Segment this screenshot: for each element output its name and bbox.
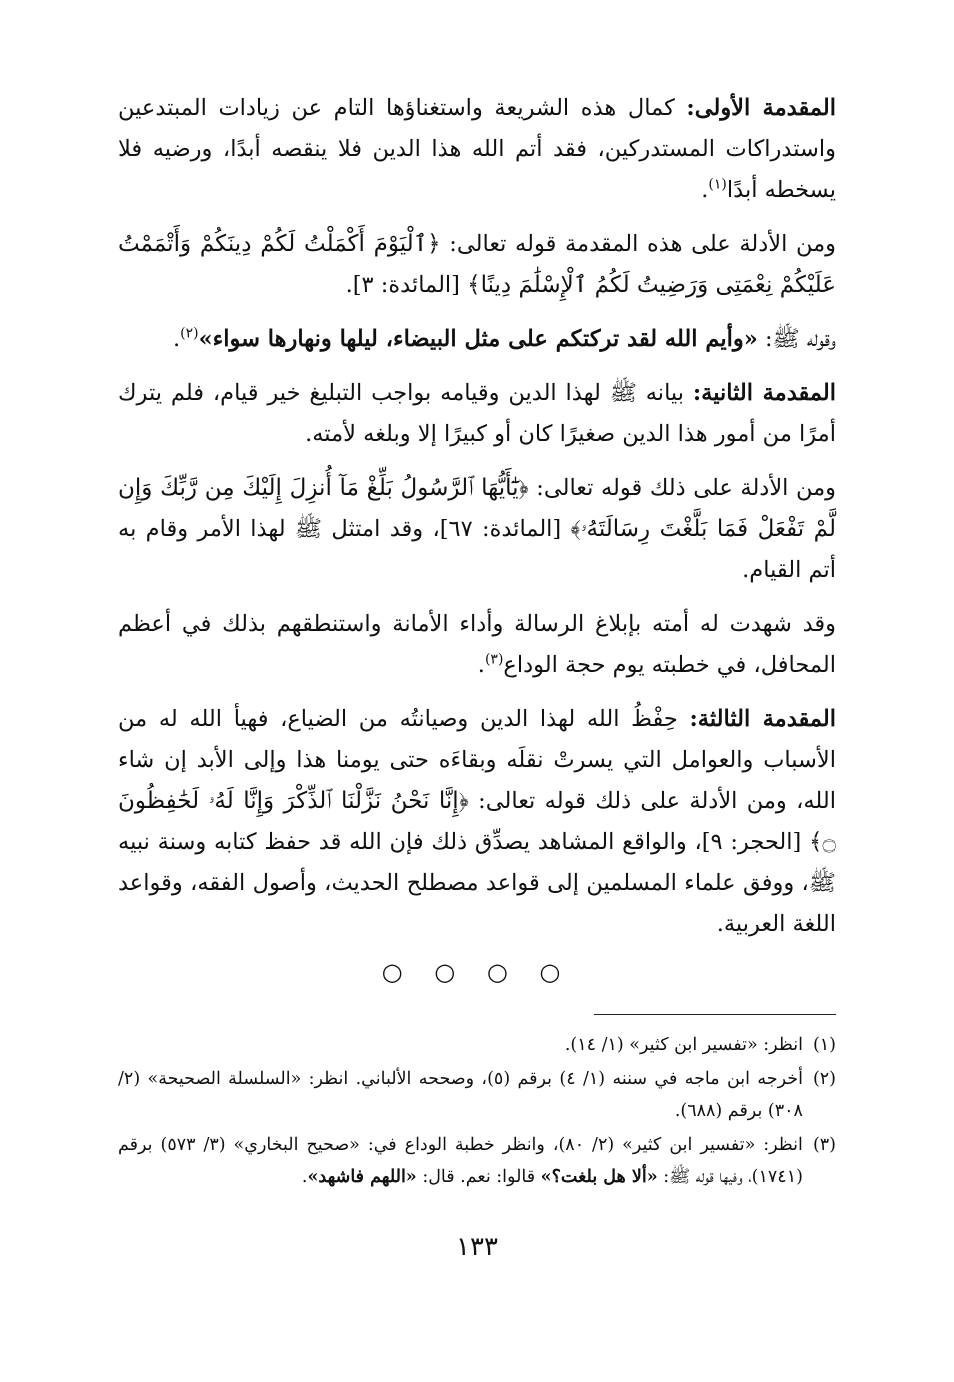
footnote-ref-3[interactable]: (٣) [484,651,504,668]
verse-reference: [المائدة: ٣]. [345,272,468,298]
paragraph-premise-three [118,699,836,945]
footnote-bold-quote: «ألا هل بلغت؟» [540,1167,658,1187]
paragraph-evidence-two [118,468,836,591]
footnote-text: انظر: «تفسير ابن كثير» (١/ ١٤). [564,1035,803,1055]
hadith-quote: «وأيم الله لقد تركتكم على مثل البيضاء، ليلها ونهارها سواء» [198,326,758,352]
footnote-ref-2[interactable]: (٢) [180,325,199,342]
footnote-text: أخرجه ابن ماجه في سننه (١/ ٤) برقم (٥)، وصححه الألباني. انظر: «السلسلة الصحيحة» (٢/ ٣٠٨) برقم (٦٨٨). [118,1069,803,1121]
punctuation: . [477,652,485,678]
footnote-1 [118,1029,836,1061]
premise-one-heading: المقدمة الأولى: [686,95,836,121]
verse-reference: [الحجر: ٩]، والواقع المشاهد يصدِّق ذلك فإن الله قد حفظ كتابه وسنة نبيه ﷺ، ووفق علماء المسلمين إلى قواعد مصطلح الحديث، وأصول الفقه، وقواعد اللغة العربية. [118,829,836,937]
quran-verse-maidah-67: ﴿يَٰٓأَيُّهَا ٱلرَّسُولُ بَلِّغْ مَآ أُنزِلَ إِلَيْكَ مِن رَّبِّكَ وَإِن لَّمْ تَفْعَلْ فَمَا بَلَّغْتَ رِسَالَتَهُۥ﴾ [118,475,836,542]
section-ornament: ○ ○ ○ ○ [381,958,573,986]
paragraph-testimony [118,604,836,686]
footnote-bold-quote: «اللهم فاشهد» [307,1167,417,1187]
testimony-text: وقد شهدت له أمته بإبلاغ الرسالة وأداء الأمانة واستنطقهم بذلك في أعظم المحافل، في خطبته يوم حجة الوداع [118,611,836,678]
paragraph-hadith [118,319,836,360]
page-number: ١٣٣ [456,1232,498,1262]
footnote-ref-1[interactable]: (١) [708,176,727,193]
paragraph-premise-two [118,373,836,455]
premise-one-text: كمال هذه الشريعة واستغناؤها التام عن زيادات المبتدعين واستدراكات المستدركين، فقد أتم الله هذا الدين فلا ينقصه أبدًا، ورضيه فلا يسخطه أبدًا [118,95,836,203]
footnote-number: (٣) [812,1135,836,1155]
premise-two-heading: المقدمة الثانية: [692,380,836,406]
quran-verse-hijr-9: ﴿إِنَّا نَحْنُ نَزَّلْنَا ٱلذِّكْرَ وَإِنَّا لَهُۥ لَحَٰفِظُونَ ۝﴾ [118,788,836,855]
footnote-number: (١) [812,1035,836,1055]
premise-three-text: حِفْظُ الله لهذا الدين وصيانتُه من الضياع، فهيأ الله له من الأسباب والعوامل التي يسرتْ نقلَه وبقاءَه حتى يومنا هذا وإلى الأبد إن شاء الله، ومن الأدلة على ذلك قوله تعالى: [118,706,836,814]
evidence-two-intro: ومن الأدلة على ذلك قوله تعالى: [528,475,836,501]
premise-two-text: بيانه ﷺ لهذا الدين وقيامه بواجب التبليغ خير قيام، فلم يترك أمرًا من أمور هذا الدين صغيرًا كان أو كبيرًا إلا وبلغه لأمته. [118,380,836,447]
footnote-number: (٢) [812,1069,836,1089]
paragraph-premise-one [118,88,836,211]
footnote-text: انظر: «تفسير ابن كثير» (٢/ ٨٠)، وانظر خطبة الوداع في: «صحيح البخاري» (٣/ ٥٧٣) برقم (١٧٤١)، وفيها قوله ﷺ: [118,1135,803,1187]
punctuation: . [172,326,181,352]
footnote-3 [118,1129,836,1193]
footnote-2 [118,1063,836,1127]
punctuation: . [701,177,709,203]
footnote-text-mid: قالوا: نعم. قال: [416,1167,541,1187]
evidence-one-intro: ومن الأدلة على هذه المقدمة قوله تعالى: [440,231,837,257]
punctuation: . [301,1167,308,1187]
quran-verse-maidah-3: ﴿ٱلْيَوْمَ أَكْمَلْتُ لَكُمْ دِينَكُمْ وَأَتْمَمْتُ عَلَيْكُمْ نِعْمَتِى وَرَضِيتُ لَكُمُ ٱلْإِسْلَٰمَ دِينًا﴾ [118,231,836,298]
paragraph-evidence-one [118,224,836,306]
footnote-text-wrapper [118,1129,803,1193]
premise-three-heading: المقدمة الثالثة: [689,706,836,732]
hadith-intro: وقوله ﷺ: [757,326,836,352]
verse-reference: [المائدة: ٦٧]، وقد امتثل ﷺ لهذا الأمر وقام به أتم القيام. [118,516,836,583]
footnote-divider [594,1014,836,1015]
